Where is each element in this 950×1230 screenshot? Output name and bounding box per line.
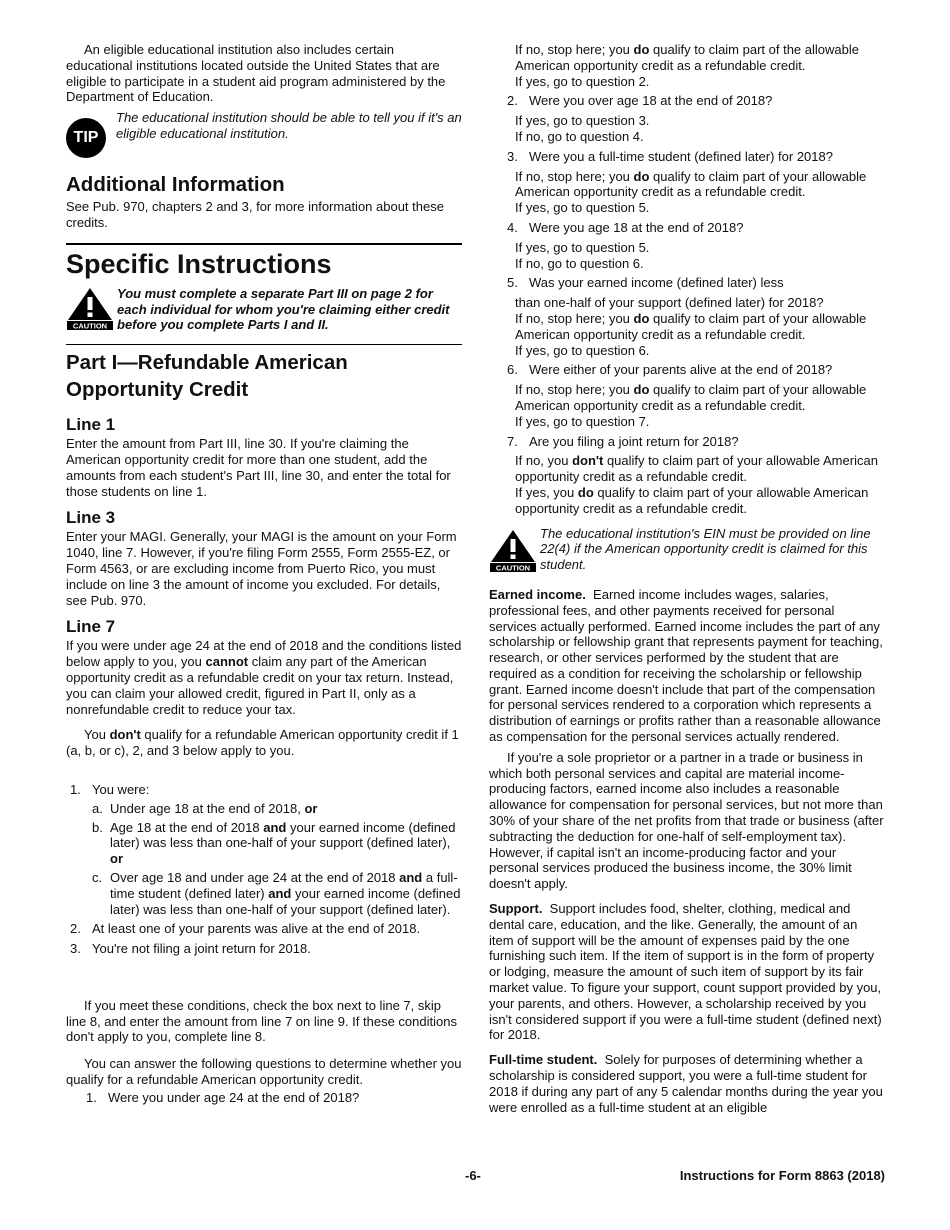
part1-heading-line2: Opportunity Credit xyxy=(66,378,249,402)
question-1: 1. Were you under age 24 at the end of 2018? xyxy=(86,1089,360,1105)
tip-icon: TIP xyxy=(66,118,106,158)
conditions-list xyxy=(66,782,462,957)
question-5-answers: than one-half of your support (defined later) for 2018? If no, stop here; you do qualify to claim part of your allowable American opportunity credit as a refundable credit. If yes, go to question 6. xyxy=(515,295,867,358)
caution-icon xyxy=(66,286,114,330)
caution-icon xyxy=(489,528,537,572)
question-6-answers: If no, stop here; you do qualify to claim part of your allowable American opportunity credit as a refundable credit. If yes, go to question 7. xyxy=(515,382,867,429)
list-item: c. Over age 18 and under age 24 at the end of 2018 and a full-time student (defined later) and your earned income (defined later) was less than one-half of your support (defined later). xyxy=(92,869,461,917)
question-3: 3. Were you a full-time student (defined later) for 2018? xyxy=(507,148,833,164)
part1-heading-line1: Part I—Refundable American xyxy=(66,351,348,375)
conditions-paragraph: If you meet these conditions, check the box next to line 7, skip line 8, and enter the amount from line 7 on line 9. If these conditions don't apply to you, complete line 8. xyxy=(66,997,457,1045)
full-time-student-paragraph: Full-time student. Solely for purposes of determining whether a scholarship is considered support, you were a full-time student for 2018 if during any part of any 5 calendar months during the year you were enrolled as a full-time student at an eligible xyxy=(489,1052,883,1115)
sole-proprietor-paragraph: If you're a sole proprietor or a partner in a trade or business in which both personal services and capital are material income-producing factors, earned income also includes a reasonable allowance for compensation for personal services, but not more than 30% of your share of the net profits from that trade or business (after subtracting the deduction for one-half of self-employment tax). However, if capital isn't an income-producing factor and your personal services produced the business income, the 30% limit doesn't apply. xyxy=(489,749,884,892)
right-column xyxy=(489,42,885,1115)
question-4: 4. Were you age 18 at the end of 2018? xyxy=(507,219,744,235)
question-2: 2. Were you over age 18 at the end of 2018? xyxy=(507,93,773,109)
question-7: 7. Are you filing a joint return for 2018? xyxy=(507,433,739,449)
list-item: 1. You were: xyxy=(70,781,150,797)
tip-text: The educational institution should be able to tell you if it's an eligible educational institution. xyxy=(116,110,462,141)
line7-heading: Line 7 xyxy=(66,617,116,637)
question-5: 5. Was your earned income (defined later) less xyxy=(507,275,784,291)
line7-paragraph2: You don't qualify for a refundable American opportunity credit if 1 (a, b, or c), 2, and 3 below apply to you. xyxy=(66,727,459,759)
support-paragraph: Support. Support includes food, shelter, clothing, medical and dental care, education, and the like. Generally, the amount of an item of support will be the amount of expenses paid by the one furnishing such item. If the item of support is in the form of property or lodging, measure the amount of such item of support by its fair market value. To figure your support, count support provided by you, your parents, and others. However, a scholarship received by you isn't considered support if you were a full-time student (defined next) for 2018. xyxy=(489,901,882,1043)
part1-heading xyxy=(66,349,462,403)
divider xyxy=(66,243,462,245)
form-title-footer: Instructions for Form 8863 (2018) xyxy=(679,1168,885,1183)
line3-text: Enter your MAGI. Generally, your MAGI is the amount on your Form 1040, line 7. However, if you're filing Form 2555, Form 2555-EZ, or Form 4563, or are excluding income from Puerto Rico, you must include on line 3 the amount of income you excluded. For details, see Pub. 970. xyxy=(66,529,457,608)
line7-paragraph1: If you were under age 24 at the end of 2018 and the conditions listed below apply to you, you cannot claim any part of the American opportunity credit as a refundable credit on your tax return. Instead, you can claim your allowed credit, figured in Part II, only as a nonrefundable credit to reduce your tax. xyxy=(66,638,462,717)
question-6: 6. Were either of your parents alive at the end of 2018? xyxy=(507,362,833,378)
additional-info-text: See Pub. 970, chapters 2 and 3, for more information about these credits. xyxy=(66,199,444,230)
intro-paragraph: An eligible educational institution also includes certain educational institutions located outside the United States that are eligible to participate in a student aid program administered by the Department of Education. xyxy=(66,42,446,105)
question-2-answers: If yes, go to question 3. If no, go to question 4. xyxy=(515,113,650,144)
caution-ein-text: The educational institution's EIN must be provided on line 22(4) if the American opportunity credit is claimed for this student. xyxy=(540,525,871,573)
list-item: b. Age 18 at the end of 2018 and your earned income (defined later) was less than one-half of your support (defined later), or xyxy=(92,819,456,867)
earned-income-paragraph: Earned income. Earned income includes wages, salaries, professional fees, and other payments received for personal services actually performed. Earned income includes the part of any scholarship or fellowship grant that represents payment for teaching, research, or other services performed by the student that are required as a condition for receiving the scholarship or fellowship grant. Earned income doesn't include that part of the compensation for personal services rendered to a corporation which represents a distribution of earnings or profits rather than a reasonable allowance as compensation for the personal services actually rendered. xyxy=(489,586,883,745)
left-column xyxy=(66,42,462,1106)
caution-label: CAUTION xyxy=(72,321,108,330)
list-item: 2. At least one of your parents was alive at the end of 2018. xyxy=(70,921,421,937)
list-item: a. Under age 18 at the end of 2018, or xyxy=(92,800,318,816)
specific-instructions-heading: Specific Instructions xyxy=(66,248,332,279)
additional-info-heading: Additional Information xyxy=(66,173,285,197)
line1-text: Enter the amount from Part III, line 30. If you're claiming the American opportunity credit for more than one student, add the amounts from each student's Part III, line 30, and enter the total for those students on line 1. xyxy=(66,436,451,499)
divider xyxy=(66,344,462,345)
caution-note xyxy=(66,286,462,333)
list-item: 3. You're not filing a joint return for 2018. xyxy=(70,941,311,957)
caution-note-ein xyxy=(489,526,885,573)
question-4-answers: If yes, go to question 5. If no, go to question 6. xyxy=(515,239,650,271)
page-number: -6- xyxy=(465,1168,481,1183)
question-1-answers: If no, stop here; you do qualify to claim part of the allowable American opportunity credit as a refundable credit. If yes, go to question 2. xyxy=(515,42,859,89)
tip-note xyxy=(66,112,462,158)
question-7-answers: If no, you don't qualify to claim part of your allowable American opportunity credit as a refundable credit. If yes, you do qualify to claim part of your allowable American opportunity credit as a refundable credit. xyxy=(515,453,878,516)
line1-heading: Line 1 xyxy=(66,415,116,435)
caution-text: You must complete a separate Part III on page 2 for each individual for whom you're claiming either credit before you complete Parts I and II. xyxy=(117,285,450,333)
answer-paragraph: You can answer the following questions to determine whether you qualify for a refundable American opportunity credit. xyxy=(66,1056,462,1088)
question-3-answers: If no, stop here; you do qualify to claim part of your allowable American opportunity credit as a refundable credit. If yes, go to question 5. xyxy=(515,168,867,216)
line3-heading: Line 3 xyxy=(66,508,116,528)
caution-label: CAUTION xyxy=(495,563,531,572)
